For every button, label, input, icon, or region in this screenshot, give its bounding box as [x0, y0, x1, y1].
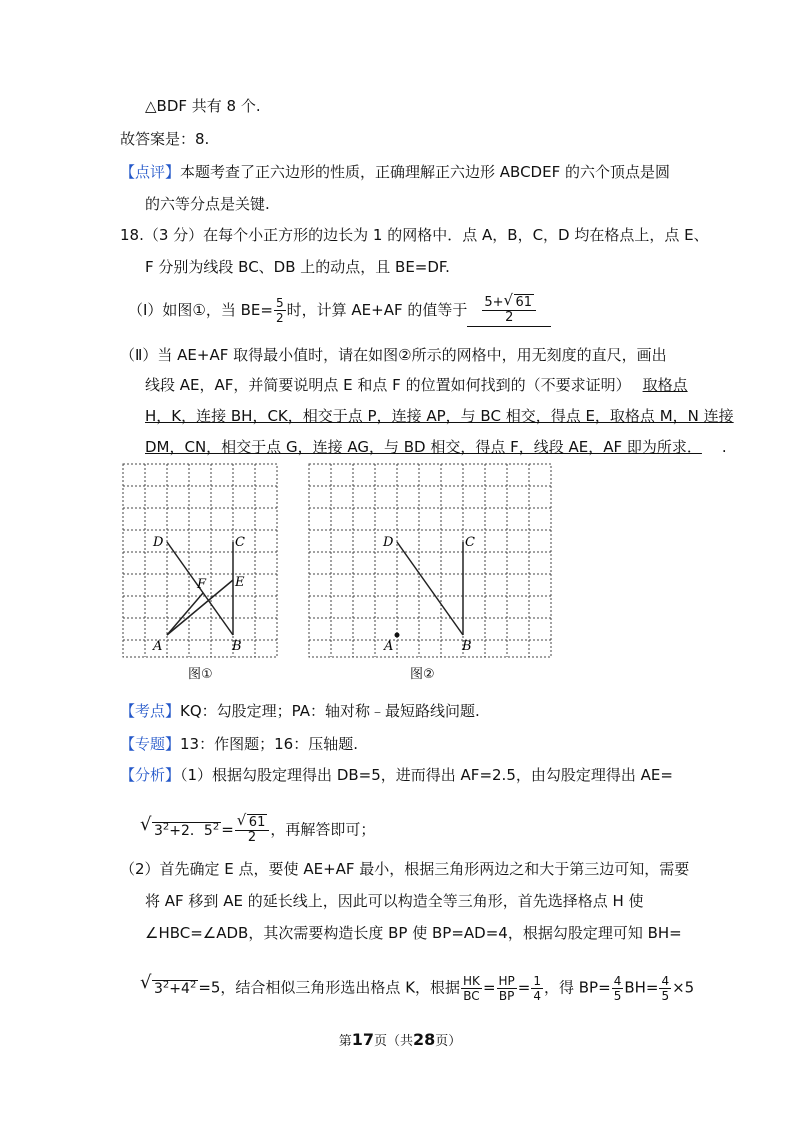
- label-B: B: [462, 639, 472, 654]
- label-A: A: [384, 639, 394, 654]
- fenxi-line: 【分析】（1）根据勾股定理得出 DB=5，进而得出 AF=2.5，由勾股定理得出 AE=: [120, 766, 673, 784]
- analysis-line: ∠HBC=∠ADB，其次需要构造长度 BP 使 BP=AD=4，根据勾股定理可知 BH=: [145, 924, 682, 942]
- question-header: 18.（3 分）在每个小正方形的边长为 1 的网格中．点 A，B，C，D 均在格点上，点 E、: [120, 226, 709, 244]
- text-line: 故答案是：8.: [120, 130, 210, 148]
- figure-2-caption: 图②: [410, 667, 435, 682]
- part-1-text-b: 时，计算 AE+AF 的值等于: [286, 301, 468, 319]
- point-A: [395, 633, 400, 638]
- label-A: A: [153, 639, 163, 654]
- question-header-2: F 分别为线段 BC、DB 上的动点，且 BE=DF.: [145, 258, 450, 276]
- formula-line-2: √ $3^2+4^2 =5$，结合相似三角形选出格点 K，根据 $\frac{HK}{BC}$ = $\frac{HP}{BP}$ = $\frac{1}{4}$ ，得 BP= $\frac{4}{5}$ BH= $\frac{4}{5}$ ×5: [140, 972, 695, 1003]
- part-2-line-2: 线段 AE，AF，并简要说明点 E 和点 F 的位置如何找到的（不要求证明） 取格点: [145, 376, 688, 394]
- label-E: E: [235, 575, 245, 590]
- comment-text: 本题考查了正六边形的性质，正确理解正六边形 ABCDEF 的六个顶点是圆: [180, 163, 670, 181]
- answer-blank: 5+ √ 61 2: [467, 294, 551, 327]
- part-1: [128, 291, 551, 327]
- analysis-line: 将 AF 移到 AE 的延长线上，因此可以构造全等三角形，首先选择格点 H 使: [145, 892, 644, 910]
- comment-tag: 【点评】: [120, 163, 181, 181]
- text-line: △BDF 共有 8 个.: [145, 97, 261, 115]
- comment-line: [120, 161, 670, 183]
- label-F: F: [197, 577, 207, 592]
- figure-1: [120, 462, 280, 662]
- part-1-text: （Ⅰ）如图①，当 BE=: [128, 301, 273, 319]
- label-C: C: [235, 535, 245, 550]
- fraction: $\frac{5}{2}$: [275, 296, 284, 325]
- label-D: D: [153, 535, 164, 550]
- kaodian-line: 【考点】KQ：勾股定理；PA：轴对称﹣最短路线问题.: [120, 702, 480, 720]
- part-2-line-4: DM，CN，相交于点 G，连接 AG，与 BD 相交，得点 F，线段 AE，AF 即为所求． .: [145, 438, 727, 456]
- formula-line-1: √ $3^2+2$．$5^2$ = √ 61 2 ，再解答即可；: [140, 810, 376, 845]
- figure-1-caption: 图①: [188, 667, 213, 682]
- label-C: C: [465, 535, 475, 550]
- text-line: 的六等分点是关键.: [145, 195, 270, 213]
- label-D: D: [383, 535, 394, 550]
- part-2-line-1: （Ⅱ）当 AE+AF 取得最小值时，请在如图②所示的网格中，用无刻度的直尺，画出: [120, 346, 667, 364]
- label-B: B: [232, 639, 242, 654]
- figure-2: [306, 462, 554, 662]
- page-footer: 第17页（共28页）: [338, 1030, 462, 1049]
- analysis-line: （2）首先确定 E 点，要使 AE+AF 最小，根据三角形两边之和大于第三边可知，需要: [120, 860, 690, 878]
- zhuanti-line: 【专题】13：作图题；16：压轴题.: [120, 735, 358, 753]
- part-2-line-3: H，K，连接 BH，CK，相交于点 P，连接 AP，与 BC 相交，得点 E，取格点 M，N 连接: [145, 407, 734, 425]
